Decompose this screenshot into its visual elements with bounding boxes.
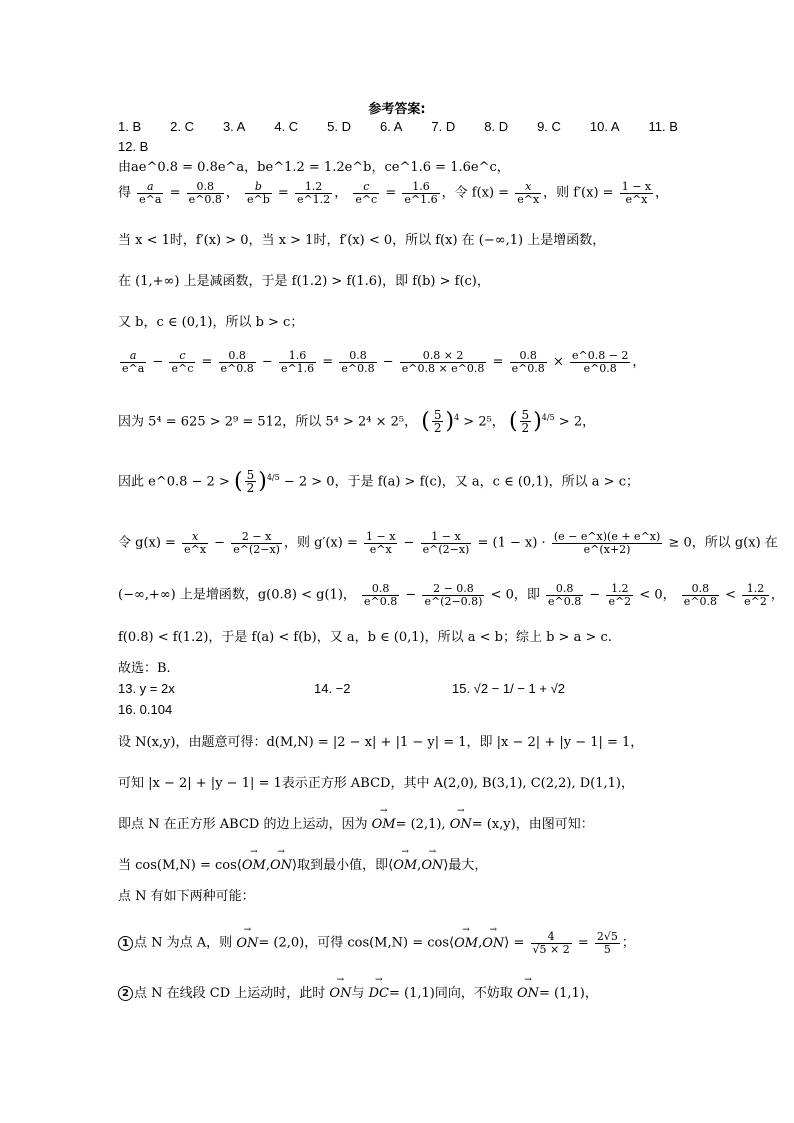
text: − 2 > 0，于是 f(a) > f(c)，又 a，c ∈ (0,1)，所以 a > c； xyxy=(283,474,639,490)
text: (−∞,+∞) 上是增函数，g(0.8) < g(1)， xyxy=(118,587,356,603)
text: ，则 f′(x) = xyxy=(543,185,614,201)
answer-item: 11. B xyxy=(648,119,678,134)
fraction: $\frac{5}{2}$ xyxy=(521,407,530,436)
text: < 0， xyxy=(639,587,676,603)
answer-item: 8. D xyxy=(484,119,509,134)
vector-om: → OM xyxy=(242,858,266,874)
fraction: $\frac{a}{e\^{}a}$ xyxy=(139,180,162,206)
text: ⟩ = xyxy=(504,935,525,951)
text: 即点 N 在正方形 ABCD 的边上运动，因为 xyxy=(118,817,368,832)
text: 因此 e^0.8 − 2 > xyxy=(118,474,230,490)
solution-line-8: 因此 e^0.8 − 2 > ( $\frac{5}{2}$ )$^{4/5}$ − 2 > 0，于是 f(a) > f(c)，又 a，c ∈ (0,1)，所以 a > c； xyxy=(118,467,639,496)
solution-line-11: f(0.8) < f(1.2)，于是 f(a) < f(b)，又 a，b ∈ (0,1)，所以 a < b；综上 b > a > c. xyxy=(118,630,612,645)
text: ， xyxy=(655,185,669,201)
fraction: $\frac{x}{e\^{}x}$ xyxy=(517,180,540,206)
answer-item: 4. C xyxy=(274,119,299,134)
answer-item: 5. D xyxy=(327,119,352,134)
exponent: 4 xyxy=(454,412,460,422)
fraction: $\frac{1.2}{e\^{}2}$ xyxy=(744,582,767,608)
circled-number: 2 xyxy=(118,986,133,1001)
fraction: $\frac{1.6}{e\^{}1.6}$ xyxy=(404,180,438,206)
text: 令 g(x) = xyxy=(118,535,176,551)
fraction: $\frac{0.8}{e\^{}0.8}$ xyxy=(188,180,222,206)
text: 得 xyxy=(118,185,132,201)
text: = (1,1)同向，不妨取 xyxy=(389,986,513,1001)
solution-line-12: 故选：B. xyxy=(118,661,171,676)
fraction: $\frac{b}{e\^{}b}$ xyxy=(247,180,270,206)
fraction: $\frac{0.8}{e\^{}0.8}$ xyxy=(341,349,375,375)
fraction: $\frac{0.8}{e\^{}0.8}$ xyxy=(364,582,398,608)
solution-line-20: 当 cos(M,N) = cos⟨→ OM,→ ON⟩取到最小值，即⟨→ OM,→ ON⟩最大， xyxy=(118,858,487,874)
text: 点 N 在线段 CD 上运动时，此时 xyxy=(134,986,326,1001)
fraction: $\frac{(e - e\^{}x)(e + e\^{}x)}{e\^{}(x+2)}$ xyxy=(553,530,661,556)
fraction: $\frac{x}{e\^{}x}$ xyxy=(184,530,207,556)
text: 与 xyxy=(351,986,365,1001)
fraction: $\frac{0.8}{e\^{}0.8}$ xyxy=(683,582,717,608)
text: ； xyxy=(621,935,635,951)
vector-dc: → DC xyxy=(369,986,389,1002)
fraction: $\frac{0.8}{e\^{}0.8}$ xyxy=(220,349,254,375)
fraction: $\frac{e\^{}0.8 - 2}{e\^{}0.8}$ xyxy=(571,349,629,375)
fraction: $\frac{1 - x}{e\^{}x}$ xyxy=(366,530,396,556)
fraction: $\frac{5}{2}$ xyxy=(433,407,442,436)
text: ≥ 0，所以 g(x) 在 xyxy=(668,535,778,551)
text: ，令 f(x) = xyxy=(441,185,510,201)
vector-on: → ON xyxy=(450,817,472,833)
answer-item: 1. B xyxy=(118,119,142,134)
solution-line-21: 点 N 有如下两种可能： xyxy=(118,889,255,904)
solution-line-2: 得 $\frac{a}{e\^{}a}$ = $\frac{0.8}{e\^{}0.8}$ ， $\frac{b}{e\^{}b}$ = $\frac{1.2}{e\^{}1.2}$ ， $\frac{c}{e\^{}c}$ = $\frac{1.6}{e\^{}1.6}$ ，令 f(x) = $\frac{x}{e\^{}x}$ ，则 f′(x) = $\frac{1 - x}{e\^{}x}$ ， xyxy=(118,180,669,206)
text: 因为 5⁴ = 625 > 2⁹ = 512，所以 5⁴ > 2⁴ × 2⁵， xyxy=(118,414,418,430)
solution-line-6: $\frac{a}{e\^{}a}$ − $\frac{c}{e\^{}c}$ = $\frac{0.8}{e\^{}0.8}$ − $\frac{1.6}{e\^{}1.6}$ = $\frac{0.8}{e\^{}0.8}$ − $\frac{0.8 \times 2}{e\^{}0.8 \times e\^{}0.8}$ = $\frac{0.8}{e\^{}0.8}$ × $\frac{e\^{}0.8 - 2}{e\^{}0.8}$ ， xyxy=(122,349,646,375)
fraction: $\frac{2√5}{5}$ xyxy=(596,930,618,956)
fraction: $\frac{c}{e\^{}c}$ xyxy=(171,349,194,375)
fraction: $\frac{0.8}{e\^{}0.8}$ xyxy=(548,582,582,608)
fraction: $\frac{1.6}{e\^{}1.6}$ xyxy=(280,349,315,375)
circled-number: 1 xyxy=(118,936,133,951)
fraction: $\frac{2 - 0.8}{e\^{}(2-0.8)}$ xyxy=(424,582,483,608)
answer-item: 3. A xyxy=(222,119,246,134)
text: 当 cos(M,N) = cos⟨ xyxy=(118,858,242,873)
vector-on: → ON xyxy=(482,936,504,952)
vector-on: → ON xyxy=(329,986,351,1002)
vector-om: → OM xyxy=(454,936,478,952)
fraction: $\frac{1.2}{e\^{}2}$ xyxy=(608,582,632,608)
answer-item: 7. D xyxy=(431,119,456,134)
text: ，则 g′(x) = xyxy=(283,535,358,551)
fraction: $\frac{0.8 \times 2}{e\^{}0.8 \times e\^{}0.8}$ xyxy=(401,349,485,375)
solution-line-10: (−∞,+∞) 上是增函数，g(0.8) < g(1)， $\frac{0.8}{e\^{}0.8}$ − $\frac{2 - 0.8}{e\^{}(2-0.8)}$ < 0，即 $\frac{0.8}{e\^{}0.8}$ − $\frac{1.2}{e\^{}2}$ < 0， $\frac{0.8}{e\^{}0.8}$ < $\frac{1.2}{e\^{}2}$ ， xyxy=(118,582,784,608)
solution-line-3: 当 x < 1时，f′(x) > 0，当 x > 1时，f′(x) < 0，所以 f(x) 在 (−∞,1) 上是增函数， xyxy=(118,233,606,248)
fraction: $\frac{0.8}{e\^{}0.8}$ xyxy=(511,349,545,375)
text: > 2， xyxy=(558,414,596,430)
answer-15: 15. √2 − 1/ − 1 + √2 xyxy=(452,681,565,696)
solution-line-4: 在 (1,+∞) 上是减函数，于是 f(1.2) > f(1.6)，即 f(b) > f(c)， xyxy=(118,274,490,289)
vector-om: → OM xyxy=(393,858,417,874)
text: ⟩取到最小值，即⟨ xyxy=(292,858,394,873)
solution-line-7: 因为 5⁴ = 625 > 2⁹ = 512，所以 5⁴ > 2⁴ × 2⁵， ( $\frac{5}{2}$ )$^4$ > 2⁵， ( $\frac{5}{2}$ )$^{4/5}$ > 2， xyxy=(118,407,596,436)
text: = (1 − x) · xyxy=(477,535,546,551)
fraction: $\frac{4}{√5 \times 2}$ xyxy=(532,930,570,956)
text: < 0，即 xyxy=(490,587,540,603)
solution-line-19 xyxy=(118,817,594,833)
vector-on: → ON xyxy=(236,936,258,952)
answer-item: 2. C xyxy=(170,119,194,134)
text: > 2⁵， xyxy=(463,414,505,430)
page-title: 参考答案: xyxy=(368,102,426,117)
fraction: $\frac{2 - x}{e\^{}(2-x)}$ xyxy=(233,530,280,556)
solution-line-23 xyxy=(118,986,598,1002)
vector-om: → OM xyxy=(372,817,396,833)
answer-14: 14. −2 xyxy=(314,681,351,696)
vector-on: → ON xyxy=(421,858,443,874)
solution-line-9: 令 g(x) = $\frac{x}{e\^{}x}$ − $\frac{2 - x}{e\^{}(2-x)}$ ，则 g′(x) = $\frac{1 - x}{e\^{}x}$ − $\frac{1 - x}{e\^{}(2-x)}$ = (1 − x) · $\frac{(e - e\^{}x)(e + e\^{}x)}{e\^{}(x+2)}$ ≥ 0，所以 g(x) 在 xyxy=(118,530,778,556)
vector-on: → ON xyxy=(270,858,292,874)
text: ⟩最大， xyxy=(443,858,488,873)
answer-12: 12. B xyxy=(118,139,149,154)
answer-item: 10. A xyxy=(589,119,620,134)
fraction: $\frac{c}{e\^{}c}$ xyxy=(355,180,378,206)
text: = (2,1), xyxy=(395,817,446,832)
solution-line-17: 设 N(x,y)，由题意可得：d(M,N) = |2 − x| + |1 − y| = 1，即 |x − 2| + |y − 1| = 1， xyxy=(118,735,644,750)
text: = xyxy=(577,935,589,951)
solution-line-22: 1 点 N 为点 A，则 → ON= (2,0)，可得 cos(M,N) = cos⟨→ OM,→ ON⟩ = $\frac{4}{√5 \times 2}$ = $\frac{2√5}{5}$ ； xyxy=(118,931,635,955)
vector-on: → ON xyxy=(517,986,539,1002)
text: 点 N 为点 A，则 xyxy=(134,935,233,951)
fraction: $\frac{1 - x}{e\^{}x}$ xyxy=(621,180,652,206)
answer-16: 16. 0.104 xyxy=(118,702,173,717)
fraction: $\frac{1 - x}{e\^{}(2-x)}$ xyxy=(422,530,470,556)
solution-line-1: 由ae^0.8 = 0.8e^a，be^1.2 = 1.2e^b，ce^1.6 = 1.6e^c， xyxy=(118,160,510,175)
answer-13: 13. y = 2x xyxy=(118,681,175,696)
answer-item: 9. C xyxy=(537,119,561,134)
fraction: $\frac{1.2}{e\^{}1.2}$ xyxy=(296,180,331,206)
solution-line-5: 又 b，c ∈ (0,1)，所以 b > c； xyxy=(118,315,304,330)
solution-line-18: 可知 |x − 2| + |y − 1| = 1表示正方形 ABCD，其中 A(2,0), B(3,1), C(2,2), D(1,1)， xyxy=(118,776,634,791)
text: = (2,0)，可得 cos(M,N) = cos⟨ xyxy=(258,935,455,951)
fraction: $\frac{5}{2}$ xyxy=(246,467,255,496)
text: = (x,y)，由图可知： xyxy=(471,817,594,832)
text: = (1,1)， xyxy=(539,986,598,1001)
fraction: $\frac{a}{e\^{}a}$ xyxy=(122,349,145,375)
answer-item: 6. A xyxy=(380,119,403,134)
answer-list xyxy=(118,119,678,134)
